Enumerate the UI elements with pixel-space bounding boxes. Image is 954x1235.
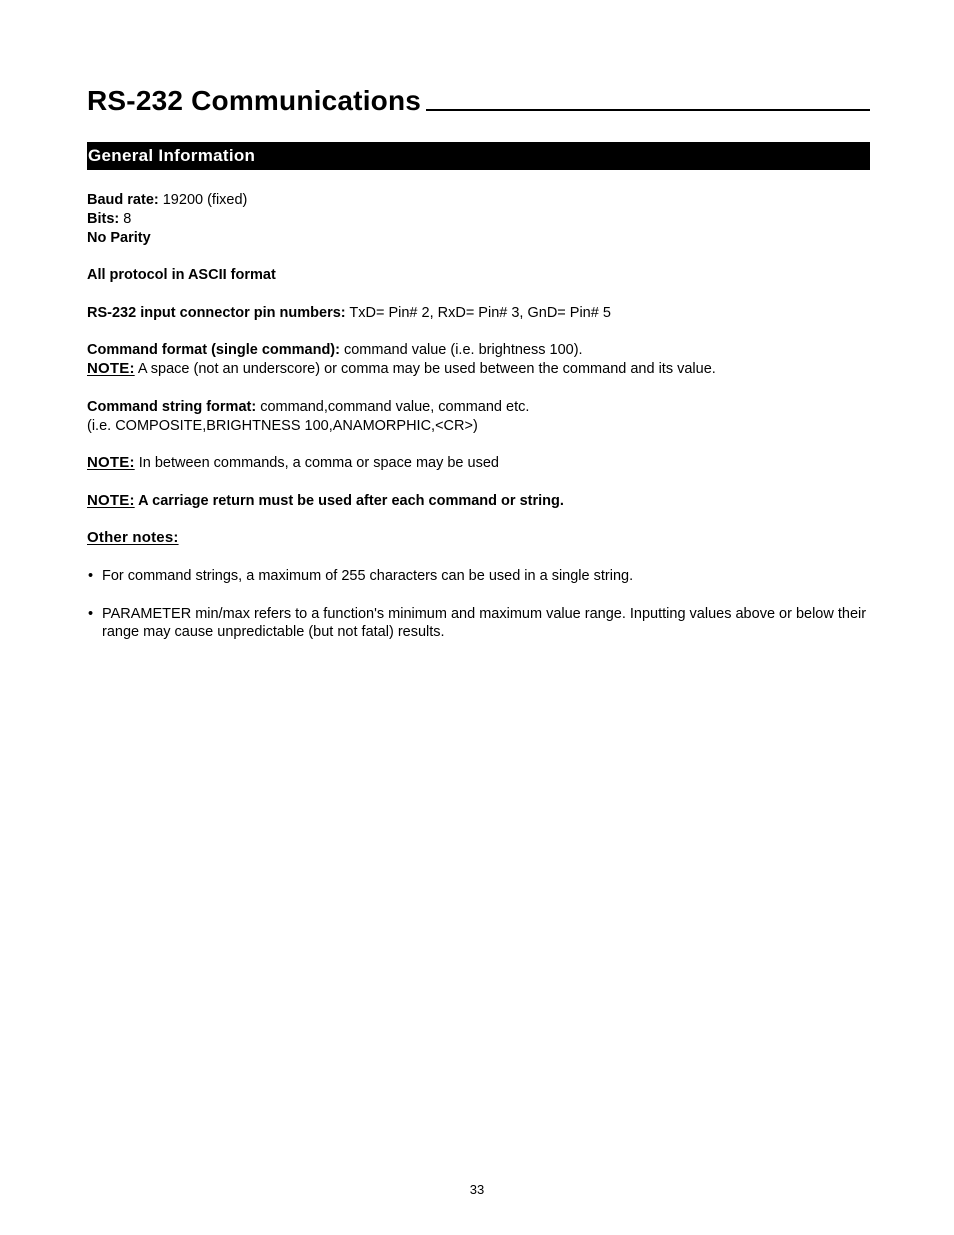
other-notes-heading-line (87, 529, 870, 548)
note-line-2 (87, 492, 870, 511)
command-string-example: (i.e. COMPOSITE,BRIGHTNESS 100,ANAMORPHIC,<CR>) (87, 417, 478, 434)
parity-line: No Parity (87, 229, 151, 246)
list-item-text: PARAMETER min/max refers to a function's minimum and maximum value range. Inputting values above or below their range may cause unpredictable (but not fatal) results. (102, 605, 867, 641)
baud-rate-value: 19200 (fixed) (158, 192, 248, 208)
pins-label: RS-232 input connector pin numbers: (87, 304, 346, 321)
baud-rate-line (87, 191, 870, 210)
baud-rate-label: Baud rate: (87, 192, 159, 208)
command-format-note-line (87, 360, 870, 379)
other-notes-heading: Other notes: (87, 529, 179, 547)
list-item-text: For command strings, a maximum of 255 characters can be used in a single string. (102, 567, 634, 584)
note-label: NOTE: (87, 360, 135, 378)
command-format-line (87, 341, 870, 360)
bits-value: 8 (119, 210, 132, 227)
note-label: NOTE: (87, 454, 135, 472)
note-text: A carriage return must be used after each command or string. (134, 492, 564, 509)
page-title-row (87, 84, 870, 118)
page-title: RS-232 Communications (87, 85, 422, 116)
protocol-line: All protocol in ASCII format (87, 267, 276, 284)
bullet-icon: • (88, 605, 94, 622)
note-line-1 (87, 454, 870, 473)
command-format-label: Command format (single command): (87, 342, 340, 359)
title-rule (426, 109, 870, 111)
command-string-value: command,command value, command etc. (256, 398, 530, 415)
list-item (87, 605, 870, 643)
page-number: 33 (469, 1182, 485, 1197)
document-page (87, 0, 870, 1235)
section-heading-general-information: General Information (87, 142, 870, 170)
command-string-line (87, 398, 870, 417)
command-format-value: command value (i.e. brightness 100). (339, 342, 583, 359)
command-string-label: Command string format: (87, 398, 257, 415)
note-text: A space (not an underscore) or comma may be used between the command and its value. (134, 361, 716, 378)
list-item (87, 567, 870, 586)
content-body (87, 191, 870, 642)
bullet-icon: • (88, 567, 94, 584)
bits-line (87, 210, 870, 229)
bits-label: Bits: (87, 210, 120, 227)
note-label: NOTE: (87, 491, 135, 509)
note-text: In between commands, a comma or space may be used (134, 455, 499, 472)
pins-value: TxD= Pin# 2, RxD= Pin# 3, GnD= Pin# 5 (345, 304, 611, 321)
pins-line (87, 304, 870, 323)
